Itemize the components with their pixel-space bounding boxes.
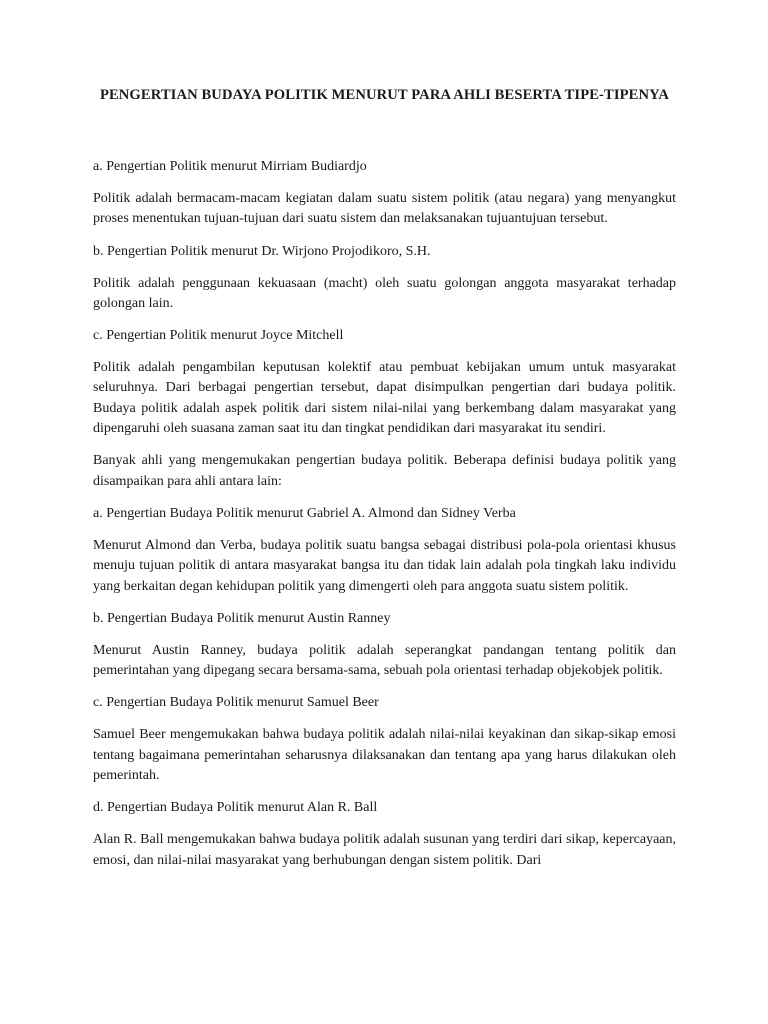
section-heading: c. Pengertian Budaya Politik menurut Samuel Beer: [93, 695, 379, 711]
paragraph: Politik adalah pengambilan keputusan kolektif atau pembuat kebijakan umum untuk masyarakat seluruhnya. Dari berbagai pengertian tersebut, dapat disimpulkan pengertian dari budaya politik. Budaya politik adalah aspek politik dari sistem nilai-nilai yang berkembang dalam masyarakat yang dipengaruhi oleh suasana zaman saat itu dan tingkat pendidikan dari masyarakat itu sendiri.: [93, 360, 676, 437]
section-heading: c. Pengertian Politik menurut Joyce Mitchell: [93, 328, 344, 344]
paragraph: Politik adalah bermacam-macam kegiatan dalam suatu sistem politik (atau negara) yang menyangkut proses menentukan tujuan-tujuan dari suatu sistem dan melaksanakan tujuantujuan tersebut.: [93, 191, 676, 227]
paragraph: Politik adalah penggunaan kekuasaan (macht) oleh suatu golongan anggota masyarakat terhadap golongan lain.: [93, 275, 676, 311]
paragraph: Menurut Austin Ranney, budaya politik adalah seperangkat pandangan tentang politik dan pemerintahan yang dipegang secara bersama-sama, sebuah pola orientasi terhadap objekobjek politik.: [93, 642, 676, 679]
paragraph: Samuel Beer mengemukakan bahwa budaya politik adalah nilai-nilai keyakinan dan sikap-sikap emosi tentang bagaimana pemerintahan seharusnya dilaksanakan dan tentang apa yang harus dilakukan oleh pemerintah.: [93, 727, 676, 784]
section-heading: d. Pengertian Budaya Politik menurut Alan R. Ball: [93, 800, 378, 816]
paragraph: Banyak ahli yang mengemukakan pengertian budaya politik. Beberapa definisi budaya politik yang disampaikan para ahli antara lain:: [93, 453, 676, 489]
section-heading: a. Pengertian Budaya Politik menurut Gabriel A. Almond dan Sidney Verba: [93, 505, 516, 521]
section-heading: a. Pengertian Politik menurut Mirriam Budiardjo: [93, 159, 367, 174]
section-heading: b. Pengertian Politik menurut Dr. Wirjono Projodikoro, S.H.: [93, 243, 431, 259]
paragraph: Alan R. Ball mengemukakan bahwa budaya politik adalah susunan yang terdiri dari sikap, kepercayaan, emosi, dan nilai-nilai masyarakat yang berhubungan dengan sistem politik. Dari: [93, 832, 676, 868]
document-page: [93, 85, 676, 883]
paragraph: Menurut Almond dan Verba, budaya politik suatu bangsa sebagai distribusi pola-pola orientasi khusus menuju tujuan politik di antara masyarakat bangsa itu dan tidak lain adalah pola tingkah laku individu yang berkaitan degan kehidupan politik yang dimengerti oleh para anggota suatu sistem politik.: [93, 537, 676, 594]
section-heading: b. Pengertian Budaya Politik menurut Austin Ranney: [93, 610, 391, 626]
document-title: PENGERTIAN BUDAYA POLITIK MENURUT PARA AHLI BESERTA TIPE-TIPENYA: [99, 87, 670, 103]
